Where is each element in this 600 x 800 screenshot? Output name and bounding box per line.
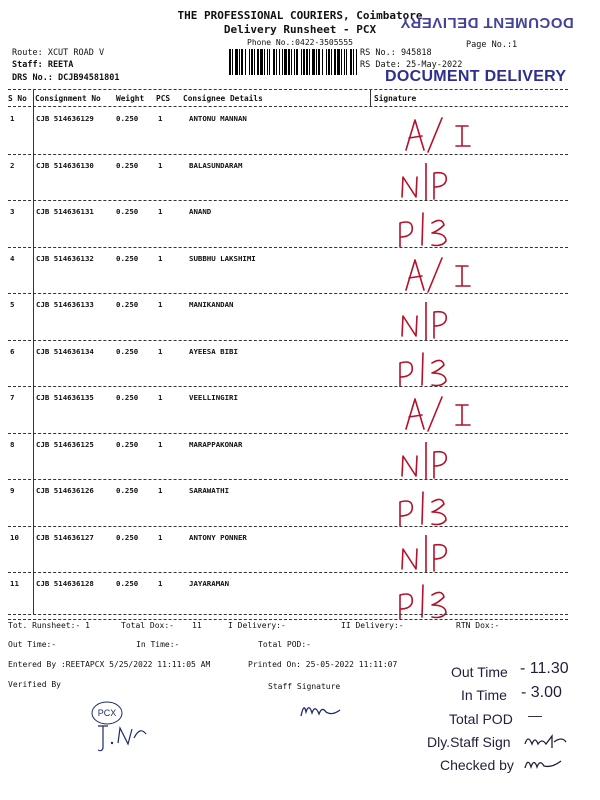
handwritten-signature-mark	[392, 163, 502, 201]
svg-text:PCX: PCX	[97, 708, 117, 718]
row-weight: 0.250	[116, 253, 139, 263]
hw-total-pod-label: Total POD	[449, 711, 513, 727]
handwritten-signature-mark	[398, 256, 508, 294]
row-divider	[8, 386, 568, 387]
barcode-bar	[326, 49, 327, 75]
barcode-bar	[291, 49, 292, 75]
row-sno: 4	[10, 253, 15, 263]
row-divider	[8, 293, 568, 294]
column-header-sno: S No	[8, 94, 27, 103]
hw-in-time-value: - 3.00	[521, 684, 562, 701]
barcode-bar	[306, 49, 308, 75]
barcode-bar	[249, 49, 250, 75]
row-consignee-name: MANIKANDAN	[189, 300, 234, 309]
row-pcs: 1	[158, 160, 163, 170]
rs-number: RS No.: 945818	[360, 48, 432, 58]
barcode-bar	[353, 49, 354, 75]
total-dox-value: 11	[192, 621, 202, 630]
row-pcs: 1	[158, 579, 163, 588]
barcode-bar	[239, 49, 240, 75]
row-pcs: 1	[158, 207, 163, 216]
row-weight: 0.250	[116, 532, 139, 542]
hw-total-pod-value: —	[528, 707, 542, 723]
row-weight: 0.250	[116, 346, 139, 356]
row-sno: 10	[10, 532, 19, 542]
row-consignee-name: SUBBHU LAKSHIMI	[189, 253, 256, 263]
row-consignment-number: CJB 514636132	[36, 253, 94, 263]
barcode-bar	[254, 49, 255, 75]
divider	[8, 89, 568, 90]
barcode-bar	[316, 49, 317, 75]
handwritten-signature-mark	[392, 349, 502, 387]
barcode-bar	[334, 49, 336, 75]
barcode-bar	[235, 49, 238, 75]
barcode-bar	[309, 49, 310, 75]
barcode-bar	[337, 49, 340, 75]
barcode-bar	[257, 49, 259, 75]
hw-dly-staff-sign-label: Dly.Staff Sign	[427, 734, 511, 750]
checked-by-scrawl	[522, 754, 564, 772]
out-time-label: Out Time:-	[8, 640, 57, 649]
row-pcs: 1	[158, 114, 163, 123]
row-consignee-name: ANAND	[189, 207, 212, 216]
barcode-bar	[264, 49, 265, 75]
row-sno: 6	[10, 346, 15, 356]
row-sno: 2	[10, 160, 15, 170]
row-divider	[8, 526, 568, 527]
barcode-bar	[350, 49, 352, 75]
row-divider	[8, 572, 568, 573]
route-label: Route: XCUT ROAD V	[12, 48, 105, 58]
row-weight: 0.250	[116, 439, 139, 449]
row-divider	[8, 479, 568, 480]
row-pcs: 1	[158, 486, 163, 495]
column-header-consignee: Consignee Details	[183, 94, 263, 103]
barcode-bar	[282, 49, 283, 75]
column-header-consignment: Consignment No	[35, 94, 101, 103]
page-number: Page No.:1	[466, 40, 518, 50]
row-consignment-number: CJB 514636128	[36, 579, 94, 588]
hw-in-time-label: In Time	[461, 687, 507, 703]
row-divider	[8, 247, 568, 248]
row-consignment-number: CJB 514636125	[36, 439, 94, 449]
column-header-signature: Signature	[374, 94, 417, 103]
i-delivery: I Delivery:-	[228, 621, 286, 630]
barcode-bar	[356, 49, 357, 75]
barcode-bar	[276, 49, 277, 75]
handwritten-signature-mark	[392, 442, 502, 480]
row-sno: 1	[10, 114, 15, 123]
row-weight: 0.250	[116, 114, 139, 123]
row-consignment-number: CJB 514636126	[36, 486, 94, 495]
row-weight: 0.250	[116, 579, 139, 588]
row-divider	[8, 340, 568, 341]
row-pcs: 1	[158, 346, 163, 356]
barcode-bar	[312, 49, 315, 75]
row-consignment-number: CJB 514636135	[36, 393, 94, 402]
row-consignment-number: CJB 514636129	[36, 114, 94, 123]
row-sno: 3	[10, 207, 15, 216]
hw-checked-by-label: Checked by	[440, 757, 514, 773]
row-weight: 0.250	[116, 300, 139, 309]
hw-out-time-label: Out Time	[451, 664, 508, 680]
row-weight: 0.250	[116, 486, 139, 495]
printed-on: Printed On: 25-05-2022 11:11:07	[248, 660, 398, 669]
row-weight: 0.250	[116, 160, 139, 170]
column-divider	[33, 90, 34, 614]
handwritten-signature-mark	[392, 302, 502, 340]
row-consignment-number: CJB 514636131	[36, 207, 94, 216]
row-pcs: 1	[158, 439, 163, 449]
barcode-bar	[344, 49, 345, 75]
staff-signature-scrawl	[298, 698, 346, 722]
divider	[8, 106, 568, 107]
row-consignee-name: ANTONU MANNAN	[189, 114, 247, 123]
barcode-bar	[273, 49, 275, 75]
row-sno: 9	[10, 486, 15, 495]
total-pod-label: Total POD:-	[258, 640, 311, 649]
row-consignee-name: BALASUNDARAM	[189, 160, 243, 170]
barcode-bar	[346, 49, 347, 75]
barcode-bar	[322, 49, 323, 75]
row-pcs: 1	[158, 393, 163, 402]
document-delivery-stamp: DOCUMENT DELIVERY	[385, 68, 567, 85]
row-consignment-number: CJB 514636134	[36, 346, 94, 356]
row-consignment-number: CJB 514636127	[36, 532, 94, 542]
handwritten-signature-mark	[398, 116, 508, 154]
barcode-bar	[341, 49, 342, 75]
handwritten-signature-mark	[392, 209, 502, 247]
runsheet-subtitle: Delivery Runsheet - PCX	[223, 23, 377, 36]
barcode-bar	[294, 49, 295, 75]
barcode-bar	[279, 49, 280, 75]
document-delivery-stamp-mirrored: DOCUMENT DELIVERY	[400, 14, 574, 31]
rtn-dox: RTN Dox:-	[456, 621, 500, 630]
barcode-bar	[260, 49, 263, 75]
row-divider	[8, 619, 568, 620]
row-sno: 5	[10, 300, 15, 309]
barcode-bar	[251, 49, 253, 75]
pcx-seal-signature	[88, 698, 158, 758]
in-time-label: In Time:-	[136, 640, 180, 649]
handwritten-signature-mark	[392, 488, 502, 526]
column-header-pcs: PCS	[156, 94, 171, 103]
row-consignee-name: AYEESA BIBI	[189, 346, 238, 356]
row-divider	[8, 154, 568, 155]
barcode-bar	[229, 49, 231, 75]
row-sno: 8	[10, 439, 15, 449]
row-sno: 7	[10, 393, 15, 402]
ii-delivery: II Delivery:-	[341, 621, 404, 630]
barcode-bar	[267, 49, 268, 75]
barcode-bar	[288, 49, 290, 75]
barcode-bar	[269, 49, 270, 75]
row-sno: 11	[10, 579, 19, 588]
barcode-bar	[296, 49, 298, 75]
row-pcs: 1	[158, 532, 163, 542]
row-consignee-name: JAYARAMAN	[189, 579, 230, 588]
barcode-bar	[232, 49, 233, 75]
row-consignment-number: CJB 514636130	[36, 160, 94, 170]
row-consignee-name: ANTONY PONNER	[189, 532, 247, 542]
total-runsheet: Tot. Runsheet:- 1	[8, 621, 90, 630]
barcode-bar	[284, 49, 287, 75]
rs-date: RS Date: 25-May-2022	[360, 60, 463, 70]
barcode-bar	[318, 49, 320, 75]
drs-number: DRS No.: DCJB94581801	[12, 73, 120, 83]
row-weight: 0.250	[116, 393, 139, 402]
row-pcs: 1	[158, 300, 163, 309]
verified-by: Verified By	[8, 680, 61, 689]
hw-out-time-value: - 11.30	[520, 660, 569, 677]
staff-signature-label: Staff Signature	[268, 682, 341, 691]
row-consignee-name: MARAPPAKONAR	[189, 439, 243, 449]
barcode-bar	[303, 49, 305, 75]
company-title: THE PROFESSIONAL COURIERS, Coimbatore	[177, 9, 423, 22]
column-divider	[370, 90, 371, 106]
divider	[8, 614, 568, 615]
column-header-weight: Weight	[116, 94, 145, 103]
entered-by: Entered By :REETAPCX 5/25/2022 11:11:05 AM	[8, 660, 211, 669]
row-consignee-name: VEELLINGIRI	[189, 393, 238, 402]
row-consignee-name: SARAWATHI	[189, 486, 230, 495]
barcode-bar	[241, 49, 243, 75]
handwritten-signature-mark	[398, 395, 508, 433]
phone-number: Phone No.:0422-3505555	[247, 38, 353, 47]
total-dox-label: Total Dox:-	[121, 621, 174, 630]
barcode-bar	[328, 49, 330, 75]
row-consignment-number: CJB 514636133	[36, 300, 94, 309]
barcode-bar	[331, 49, 332, 75]
handwritten-signature-mark	[392, 535, 502, 573]
barcode-bar	[245, 49, 246, 75]
barcode-bar	[301, 49, 302, 75]
dly-staff-sign-scrawl	[522, 730, 568, 750]
staff-label: Staff: REETA	[12, 60, 74, 70]
row-pcs: 1	[158, 253, 163, 263]
row-divider	[8, 200, 568, 201]
row-divider	[8, 433, 568, 434]
barcode-image	[229, 49, 359, 75]
row-weight: 0.250	[116, 207, 139, 216]
